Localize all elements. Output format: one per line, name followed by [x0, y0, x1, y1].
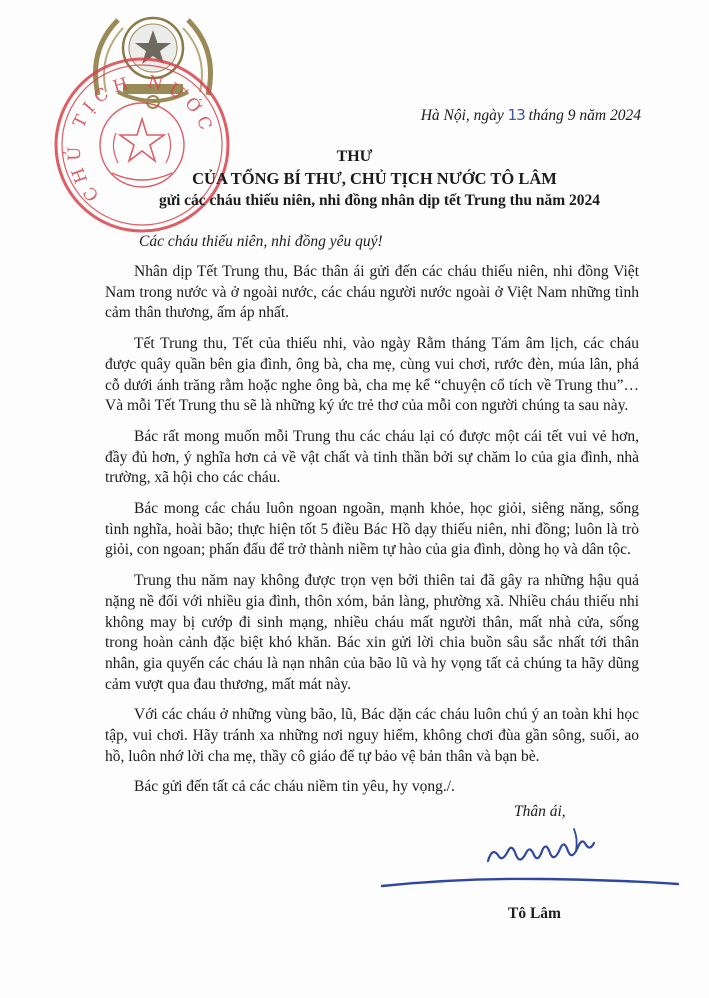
title-line-2: CỦA TỔNG BÍ THƯ, CHỦ TỊCH NƯỚC TÔ LÂM — [192, 169, 557, 188]
title-line-1: THƯ — [336, 148, 373, 165]
paragraph: Với các cháu ở những vùng bão, lũ, Bác dặn các cháu luôn chú ý an toàn khi học tập, vui chơi. Hãy tránh xa những nơi nguy hiểm, không chơi đùa gần sông, suối, ao hồ, luôn nhớ lời cha mẹ, thầy cô giáo để tự bảo vệ bản thân và bạn bè. — [105, 706, 639, 765]
paragraph: Bác rất mong muốn mỗi Trung thu các cháu lại có được một cái tết vui vẻ hơn, đầy đủ hơn, ý nghĩa hơn cả về vật chất và tinh thần bởi sự chăm lo của gia đình, nhà trường, xã hội cho các cháu. — [105, 427, 639, 487]
closing: Thân ái, — [514, 803, 566, 820]
date-day: 13 — [507, 106, 525, 124]
paragraph: Tết Trung thu, Tết của thiếu nhi, vào ngày Rằm tháng Tám âm lịch, các cháu được quây quần bên gia đình, ông bà, cha mẹ, cùng vui chơi, rước đèn, múa lân, phá cỗ dưới ánh trăng rằm hoặc nghe ông bà, cha mẹ kể “chuyện cổ tích về Trung thu”… Và mỗi Tết Trung thu sẽ là những ký ức trẻ thơ của mỗi con người chúng ta sau này. — [105, 335, 639, 415]
date-month-year: tháng 9 năm 2024 — [524, 107, 641, 124]
signature-underline — [380, 872, 680, 892]
paragraph: Trung thu năm nay không được trọn vẹn bởi thiên tai đã gây ra những hậu quả nặng nề đối với nhiều gia đình, thôn xóm, bản làng, phường xã. Nhiều cháu thiếu nhi không may bị cướp đi sinh mạng, nhiều cháu mất người thân, mất nhà cửa, sống trong hoàn cảnh đặc biệt khó khăn. Bác xin gửi lời chia buồn sâu sắc nhất tới thân nhân, gia quyến các cháu là nạn nhân của bão lũ và hy vọng tất cả chúng ta hãy dũng cảm vượt qua đau thương, mất mát này. — [105, 572, 639, 693]
letter-body — [105, 262, 639, 808]
title-line-3: gửi các cháu thiếu niên, nhi đồng nhân dịp tết Trung thu năm 2024 — [158, 192, 601, 209]
seal-text: CHỦ TỊCH NƯỚC — [64, 72, 218, 205]
paragraph: Bác gửi đến tất cả các cháu niềm tin yêu, hy vọng./. — [134, 778, 455, 796]
date-prefix: Hà Nội, ngày — [420, 107, 508, 124]
date-line — [421, 106, 641, 125]
salutation: Các cháu thiếu niên, nhi đồng yêu quý! — [139, 233, 383, 250]
letter-title — [0, 148, 709, 210]
paragraph: Nhân dịp Tết Trung thu, Bác thân ái gửi đến các cháu thiếu niên, nhi đồng Việt Nam trong nước và ở ngoài nước, các cháu người nước ngoài ở Việt Nam những tình cảm thân thương, ấm áp nhất. — [105, 263, 639, 322]
paragraph: Bác mong các cháu luôn ngoan ngoãn, mạnh khỏe, học giỏi, siêng năng, sống tình nghĩa, hoài bão; thực hiện tốt 5 điều Bác Hồ dạy thiếu niên, nhi đồng; luôn là trò giỏi, con ngoan; phấn đấu để trở thành niềm tự hào của gia đình, dòng họ và dân tộc. — [105, 500, 639, 559]
handwritten-signature-icon — [478, 825, 608, 871]
signer-name: Tô Lâm — [508, 905, 561, 922]
